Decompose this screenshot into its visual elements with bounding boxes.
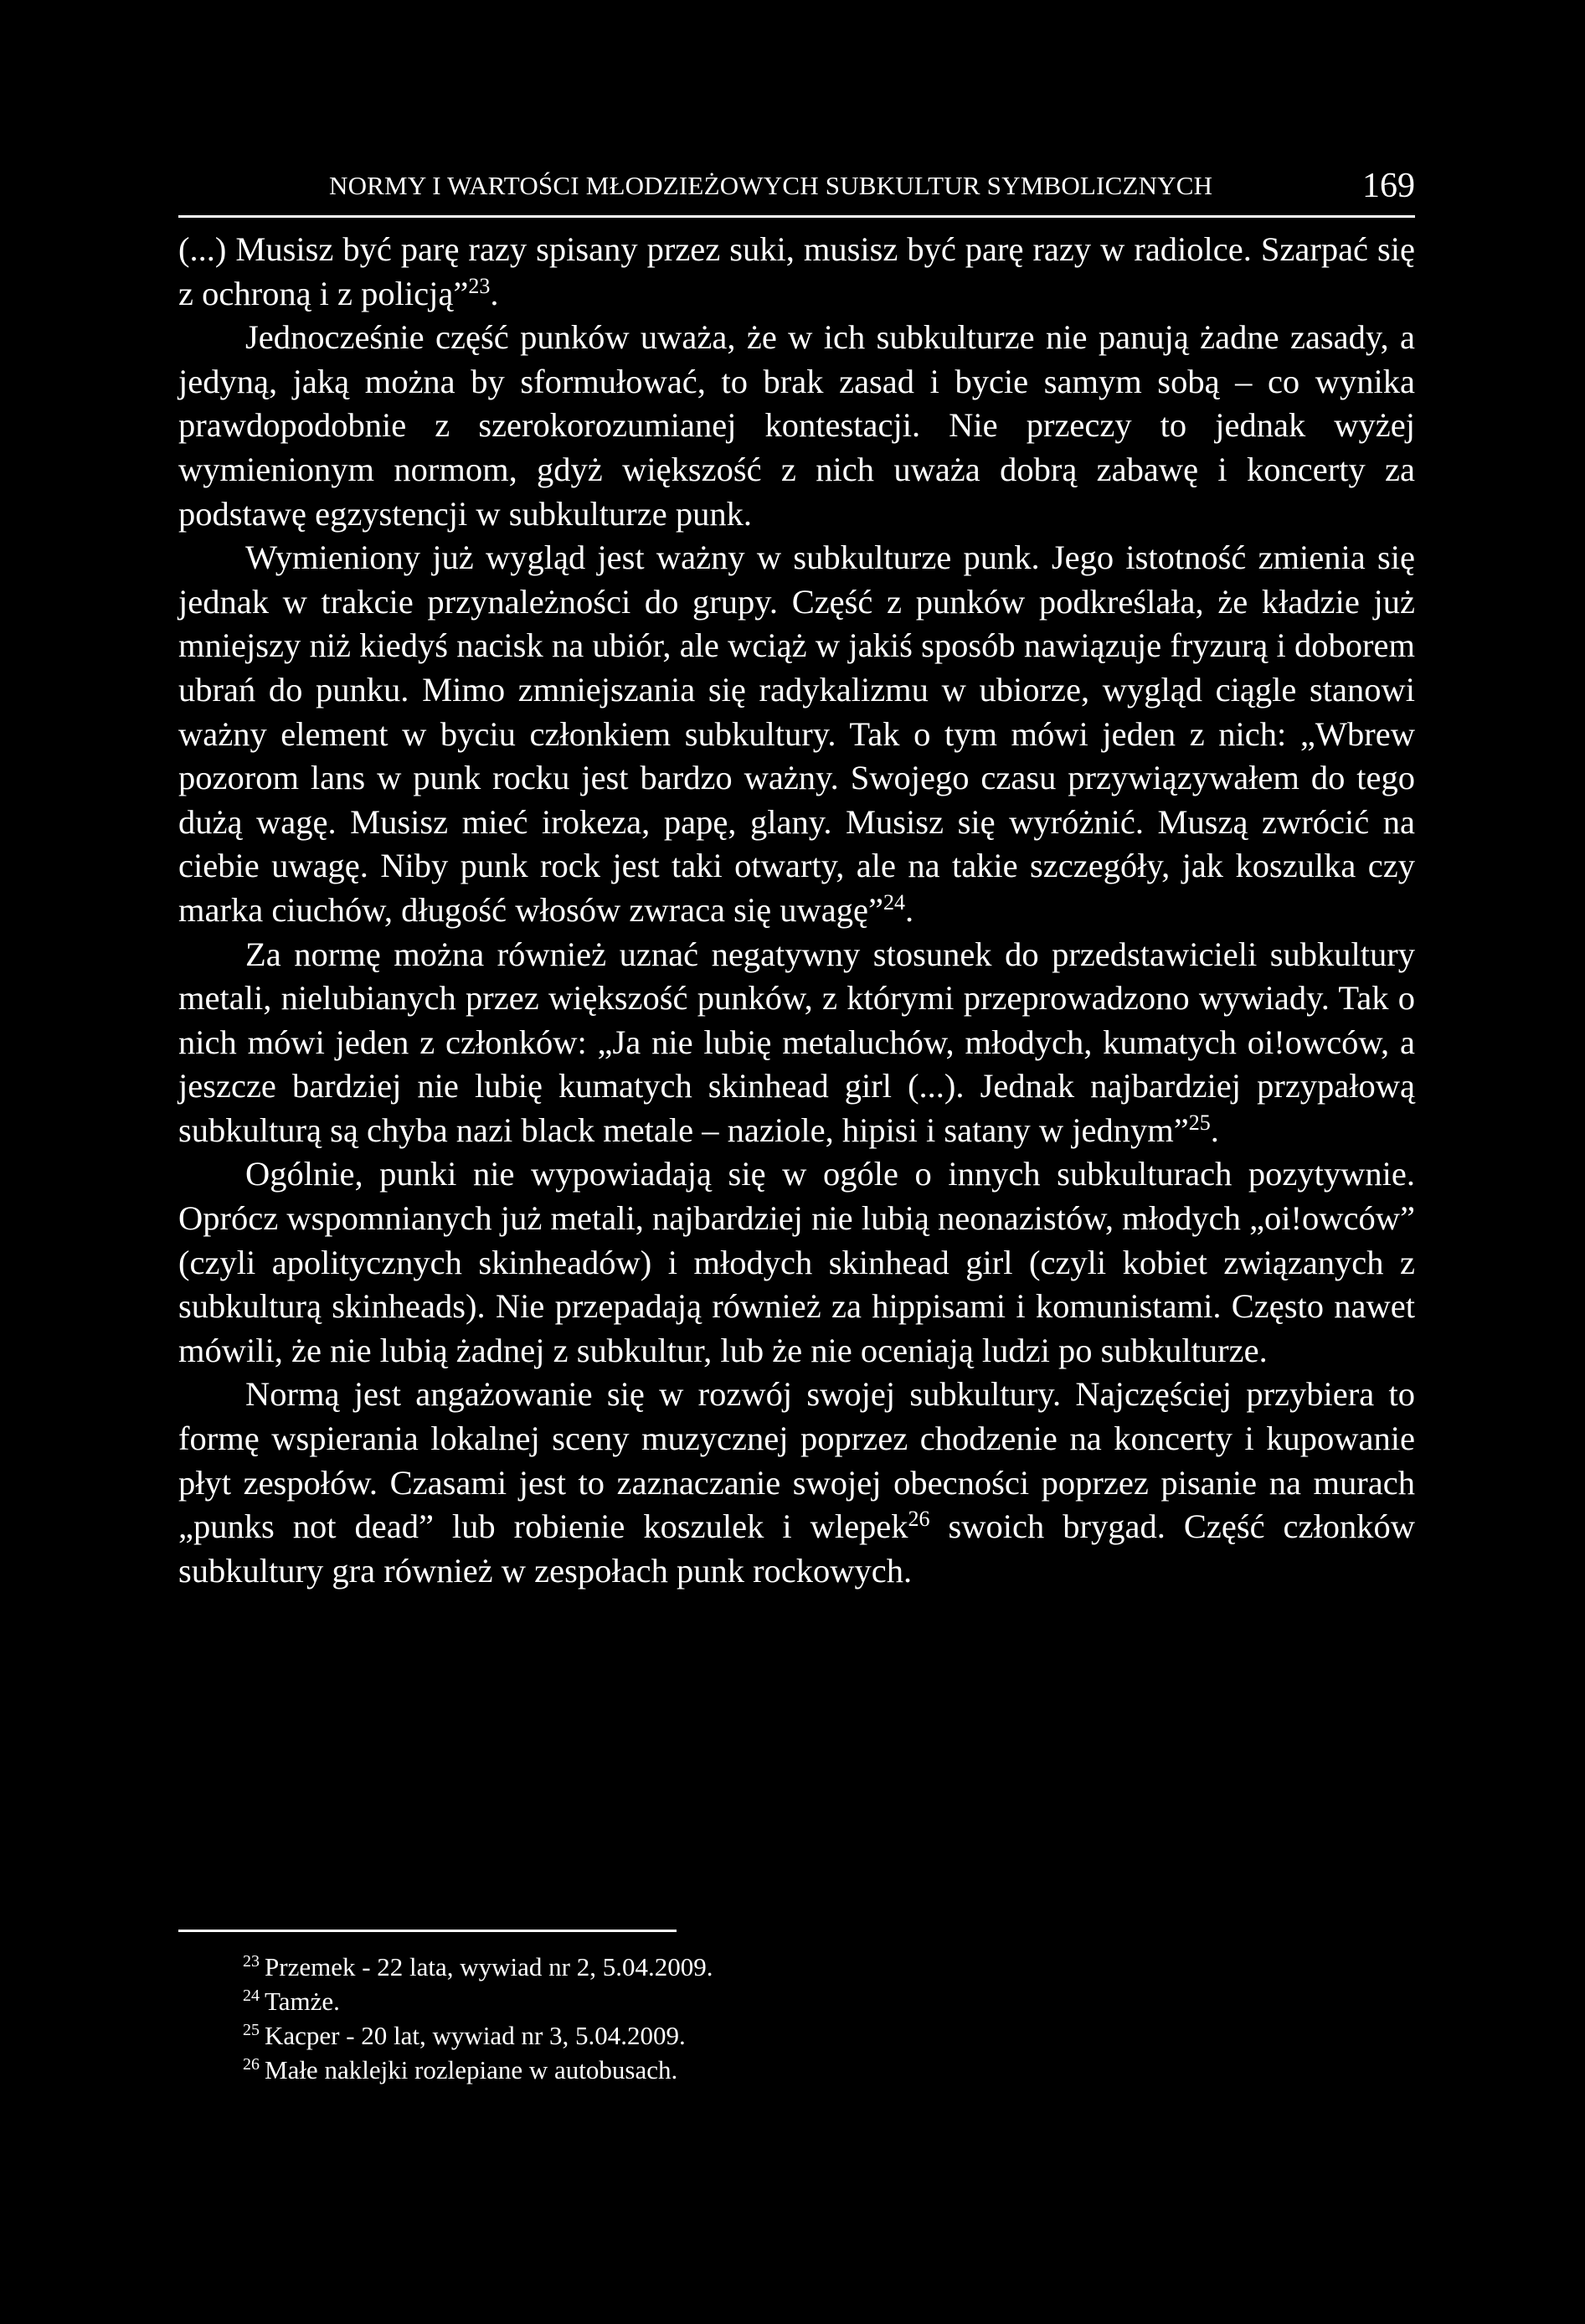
footnote <box>243 1984 1331 2018</box>
paragraph-end: . <box>904 890 914 929</box>
footnote-text: Przemek - 22 lata, wywiad nr 2, 5.04.2009. <box>265 1952 713 1981</box>
body-text <box>178 228 1415 1593</box>
paragraph <box>178 933 1415 1153</box>
footnote-number: 24 <box>243 1986 260 2005</box>
paragraph-text: Wymieniony już wygląd jest ważny w subkulturze punk. Jego istotność zmienia się jednak w trakcie przynależności do grupy. Część z punków podkreślała, że kładzie już mniejszy niż kiedyś nacisk na ubiór, ale wciąż w jakiś sposób nawiązuje fryzurą i doborem ubrań do punku. Mimo zmniejszania się radykalizmu w ubiorze, wygląd ciągle stanowi ważny element w byciu członkiem subkultury. Tak o tym mówi jeden z nich: „Wbrew pozorom lans w punk rocku jest bardzo ważny. Swojego czasu przywiązywałem do tego dużą wagę. Musisz mieć irokeza, papę, glany. Musisz się wyróżnić. Muszą zwrócić na ciebie uwagę. Niby punk rock jest taki otwarty, ale na takie szczegóły, jak koszulka czy marka ciuchów, długość włosów zwraca się uwagę” <box>178 538 1415 929</box>
footnote-reference: 25 <box>1188 1110 1211 1135</box>
paragraph <box>178 536 1415 932</box>
footnote-text: Tamże. <box>265 1986 340 2016</box>
footnote-text: Małe naklejki rozlepiane w autobusach. <box>265 2055 678 2084</box>
footnote-number: 23 <box>243 1952 260 1971</box>
footnote-reference: 23 <box>468 273 491 298</box>
footnote <box>243 2018 1331 2053</box>
paragraph <box>178 316 1415 536</box>
paragraph <box>178 228 1415 316</box>
page-number: 169 <box>1362 167 1415 205</box>
footnote-text: Kacper - 20 lat, wywiad nr 3, 5.04.2009. <box>265 2021 686 2050</box>
paragraph-end: . <box>1210 1110 1219 1149</box>
footnote-reference: 26 <box>908 1507 930 1532</box>
paragraph-text: swoich brygad. Część członków subkultury gra również w zespołach punk rockowych. <box>178 1507 1416 1590</box>
paragraph-text: Normą jest angażowanie się w rozwój swojej subkultury. Najczęściej przybiera to formę wspierania lokalnej sceny muzycznej poprzez chodzenie na koncerty i kupowanie płyt zespołów. Czasami jest to zaznaczanie swojej obecności poprzez pisanie na murach „punks not dead” lub robienie koszulek i wlepek <box>178 1375 1415 1546</box>
footnote-reference: 24 <box>883 889 905 915</box>
paragraph-text: Za normę można również uznać negatywny stosunek do przedstawicieli subkultury metali, nielubianych przez większość punków, z którymi przeprowadzono wywiady. Tak o nich mówi jeden z członków: „Ja nie lubię metaluchów, młodych, kumatych oi!owców, a jeszcze bardziej nie lubię kumatych skinhead girl (...). Jednak najbardziej przypałową subkulturą są chyba nazi black metale – naziole, hipisi i satany w jednym” <box>178 935 1415 1149</box>
paragraph-end: . <box>490 274 499 312</box>
paragraph-text: Ogólnie, punki nie wypowiadają się w ogóle o innych subkulturach pozytywnie. Oprócz wspomnianych już metali, najbardziej nie lubią neonazistów, młodych „oi!owców” (czyli apolitycznych skinheadów) i młodych skinhead girl (czyli kobiet związanych z subkulturą skinheads). Nie przepadają również za hippisami i komunistami. Często nawet mówili, że nie lubią żadnej z subkultur, lub że nie oceniają ludzi po subkulturze. <box>178 1155 1415 1369</box>
running-header <box>178 159 1415 218</box>
footnote-number: 25 <box>243 2021 260 2039</box>
paragraph <box>178 1152 1415 1373</box>
paragraph-text: (...) Musisz być parę razy spisany przez suki, musisz być parę razy w radiolce. Szarpać się z ochroną i z policją” <box>178 230 1415 312</box>
footnote <box>243 1950 1331 1984</box>
footnote-divider <box>178 1930 677 1932</box>
footnotes <box>243 1950 1331 2087</box>
footnote-number: 26 <box>243 2055 260 2074</box>
paragraph-text: Jednocześnie część punków uważa, że w ich subkulturze nie panują żadne zasady, a jedyną, jaką można by sformułować, to brak zasad i bycie samym sobą – co wynika prawdopodobnie z szerokorozumianej kontestacji. Nie przeczy to jednak wyżej wymienionym normom, gdyż większość z nich uważa dobrą zabawę i koncerty za podstawę egzystencji w subkulturze punk. <box>178 318 1415 533</box>
paragraph <box>178 1373 1415 1593</box>
running-title: NORMY I WARTOŚCI MŁODZIEŻOWYCH SUBKULTUR SYMBOLICZNYCH <box>329 171 1213 200</box>
footnote <box>243 2053 1331 2087</box>
